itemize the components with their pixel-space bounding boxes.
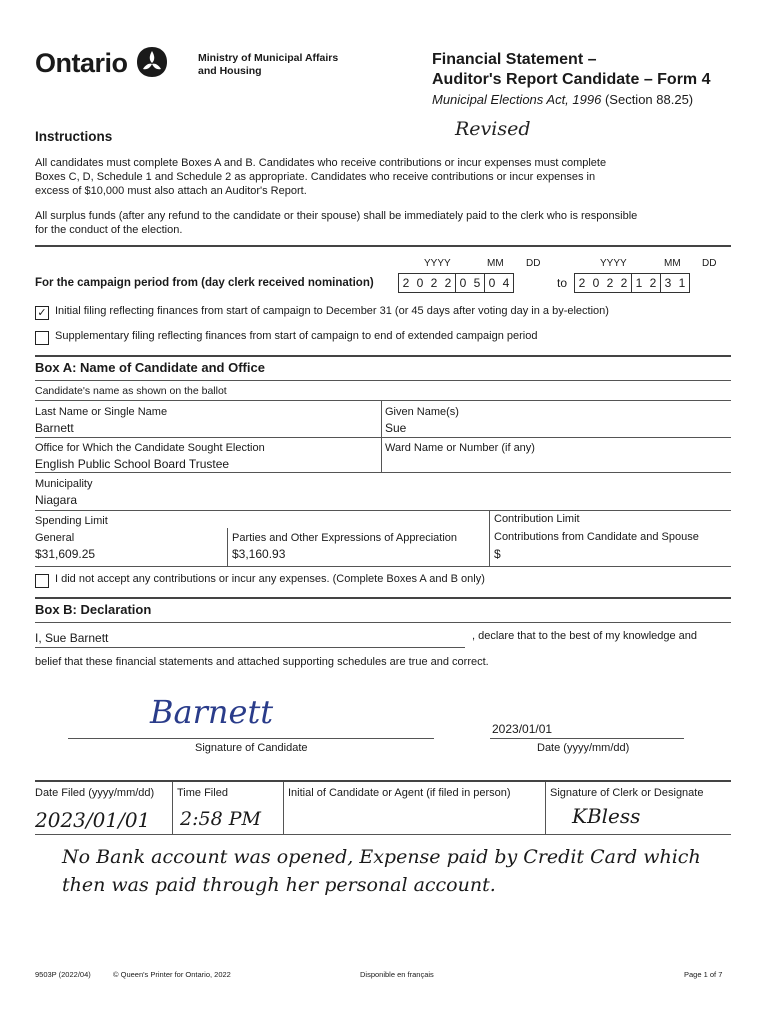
to-digit: 0 [592,276,600,290]
given-name-label: Given Name(s) [385,406,459,418]
copyright: © Queen's Printer for Ontario, 2022 [113,970,231,979]
initial-filing-checkbox[interactable]: ✓ [35,306,49,320]
declarant-underline [35,647,465,648]
from-digit: 0 [455,274,470,292]
to-digit: 2 [606,276,614,290]
box-a-top-rule [35,355,731,357]
date-filed-field[interactable]: 2023/01/01 [35,808,151,832]
ward-label: Ward Name or Number (if any) [385,442,535,454]
divider [172,782,173,834]
divider [489,510,490,566]
divider [35,400,731,401]
divider [35,510,731,511]
signature-line [68,738,434,739]
instr-line: excess of $10,000 must also attach an Auditor's Report. [35,185,307,197]
section-divider [35,245,731,247]
act-reference [432,92,693,107]
campaign-period-label: For the campaign period from (day clerk received nomination) [35,277,374,289]
from-digit: 0 [416,276,424,290]
divider [283,782,284,834]
instructions-heading: Instructions [35,129,113,144]
from-dd-header: DD [526,258,541,269]
date-label: Date (yyyy/mm/dd) [537,742,630,754]
from-digit: 5 [473,276,481,290]
to-digit: 2 [649,276,657,290]
act-name: Municipal Elections Act, 1996 [432,92,602,107]
to-mm-header: MM [664,258,681,269]
to-label: to [557,276,568,290]
given-name-field[interactable]: Sue [385,421,407,435]
to-digit: 1 [631,274,646,292]
from-yyyy-header: YYYY [424,258,451,269]
no-contributions-checkbox[interactable] [35,574,49,588]
trillium-logo-icon [135,45,169,79]
clerk-signature-label: Signature of Clerk or Designate [550,787,704,799]
to-digit: 1 [678,276,686,290]
candidate-signature: Barnett [150,693,274,731]
instr-line: for the conduct of the election. [35,224,183,236]
form-title [432,50,711,90]
general-label: General [35,532,75,544]
instr-line: Boxes C, D, Schedule 1 and Schedule 2 as appropriate. Candidates who receive contributions or incur expenses in [35,171,596,183]
declaration-date-field[interactable]: 2023/01/01 [492,722,553,736]
signature-label: Signature of Candidate [195,742,308,754]
box-b-heading: Box B: Declaration [35,602,152,617]
initial-filing-label: Initial filing reflecting finances from start of campaign to December 31 (or 45 days after voting day in a by-election) [55,305,609,317]
belief-text: belief that these financial statements and attached supporting schedules are true and correct. [35,656,489,668]
from-digit: 2 [444,276,452,290]
divider [35,380,731,381]
candidate-name-caption: Candidate's name as shown on the ballot [35,385,227,397]
to-digit: 2 [578,276,586,290]
time-filed-field[interactable]: 2:58 PM [180,808,261,830]
no-contributions-label: I did not accept any contributions or incur any expenses. (Complete Boxes A and B only) [55,573,485,585]
instr-line: All candidates must complete Boxes A and B. Candidates who receive contributions or incur expenses must complete [35,157,607,169]
last-name-field[interactable]: Barnett [35,421,74,435]
general-limit-field[interactable]: $31,609.25 [35,547,96,561]
to-date-field[interactable] [574,273,690,293]
contrib-candidate-spouse-label: Contributions from Candidate and Spouse [494,531,699,543]
to-digit: 2 [620,276,628,290]
from-mm-header: MM [487,258,504,269]
instructions-para2 [35,209,735,237]
municipality-field[interactable]: Niagara [35,493,78,507]
from-digit: 4 [502,276,510,290]
box-a-heading: Box A: Name of Candidate and Office [35,360,265,375]
french-availability: Disponible en français [360,970,434,979]
contribution-limit-label: Contribution Limit [494,513,580,525]
time-filed-label: Time Filed [177,787,228,799]
from-date-field[interactable] [398,273,514,293]
divider [545,782,546,834]
last-name-label: Last Name or Single Name [35,406,168,418]
revised-handwritten-note: Revised [455,118,531,140]
handwritten-note-line1: No Bank account was opened, Expense paid by Credit Card which [62,846,701,868]
date-line [490,738,684,739]
form-title-line2: Auditor's Report Candidate – Form 4 [432,71,711,88]
contrib-candidate-spouse-field[interactable]: $ [494,547,501,561]
instructions-para1 [35,156,735,198]
to-yyyy-header: YYYY [600,258,627,269]
page-number: Page 1 of 7 [684,970,723,979]
divider [35,437,731,438]
act-section: (Section 88.25) [604,92,694,107]
divider [35,834,731,835]
instr-line: All surplus funds (after any refund to the candidate or their spouse) shall be immediately paid to the clerk who is responsible [35,210,638,222]
divider [35,566,731,567]
divider [381,400,382,472]
initial-agent-label: Initial of Candidate or Agent (if filed in person) [288,787,511,799]
supplementary-filing-label: Supplementary filing reflecting finances from start of campaign to end of extended campaign period [55,330,538,342]
clerk-signature: KBless [572,804,641,828]
form-title-line1: Financial Statement – [432,51,597,68]
declarant-name-field[interactable]: I, Sue Barnett [35,631,109,645]
divider [35,472,731,473]
municipality-label: Municipality [35,478,93,490]
parties-label: Parties and Other Expressions of Appreciation [232,532,458,544]
box-b-top-rule [35,597,731,599]
ontario-logo-text: Ontario [35,48,128,78]
to-dd-header: DD [702,258,717,269]
from-digit: 2 [430,276,438,290]
spending-limit-label: Spending Limit [35,515,108,527]
form-number: 9503P (2022/04) [35,970,91,979]
supplementary-filing-checkbox[interactable] [35,331,49,345]
declare-text: , declare that to the best of my knowledge and [472,630,698,642]
office-use-top-rule [35,780,731,782]
handwritten-note-line2: then was paid through her personal account. [62,874,496,896]
from-digit: 2 [402,276,410,290]
to-digit: 3 [660,274,675,292]
divider [35,622,731,623]
office-label: Office for Which the Candidate Sought Election [35,442,265,454]
from-digit: 0 [484,274,499,292]
ministry-name: Ministry of Municipal Affairs and Housing [198,52,339,77]
office-field[interactable]: English Public School Board Trustee [35,457,230,471]
parties-limit-field[interactable]: $3,160.93 [232,547,286,561]
divider [227,528,228,566]
date-filed-label: Date Filed (yyyy/mm/dd) [35,787,155,799]
